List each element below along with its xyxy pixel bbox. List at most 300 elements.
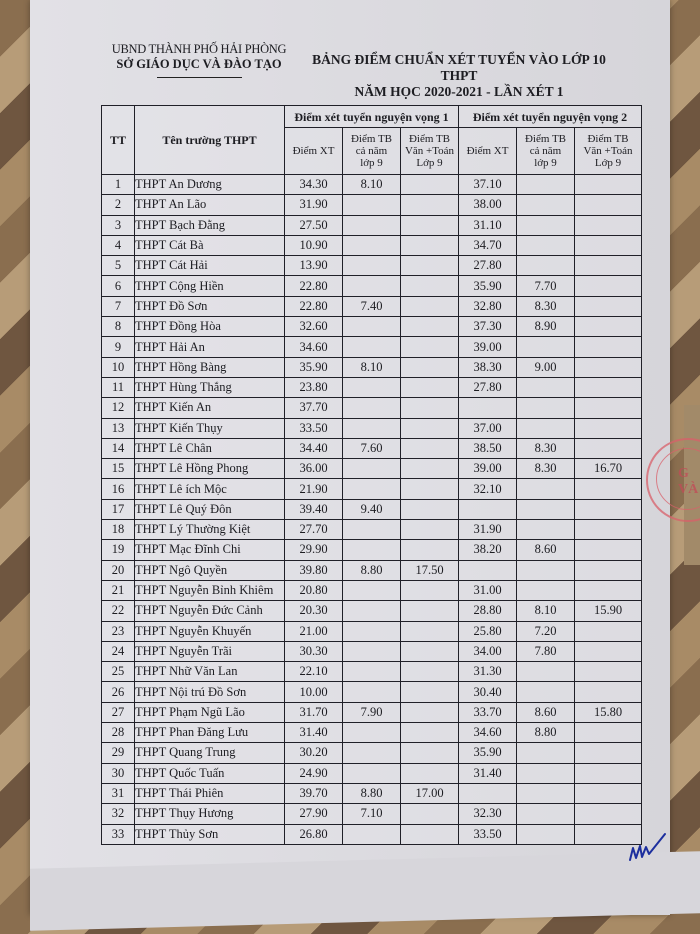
cell-nv1-tb (343, 317, 401, 337)
cell-name: THPT Thái Phiên (135, 783, 285, 803)
cell-nv1-vt (401, 580, 459, 600)
cell-tt: 4 (102, 235, 135, 255)
table-row (102, 743, 642, 763)
table-row (102, 418, 642, 438)
cell-nv1-xt: 31.90 (285, 195, 343, 215)
cell-tt: 27 (102, 702, 135, 722)
cell-nv1-xt: 31.70 (285, 702, 343, 722)
table-row (102, 256, 642, 276)
cell-tt: 2 (102, 195, 135, 215)
cell-nv2-vt (575, 398, 642, 418)
cell-nv2-tb (517, 804, 575, 824)
cell-nv2-tb: 8.60 (517, 540, 575, 560)
cell-nv2-vt: 15.80 (575, 702, 642, 722)
cell-nv2-vt (575, 418, 642, 438)
admission-scores-table (101, 105, 642, 845)
cell-nv2-vt (575, 763, 642, 783)
cell-nv2-vt (575, 296, 642, 316)
cell-nv1-vt (401, 296, 459, 316)
cell-nv1-tb (343, 459, 401, 479)
cell-name: THPT Đồ Sơn (135, 296, 285, 316)
cell-nv2-xt: 32.80 (459, 296, 517, 316)
cell-name: THPT Phan Đăng Lưu (135, 723, 285, 743)
cell-tt: 28 (102, 723, 135, 743)
cell-nv2-tb (517, 783, 575, 803)
table-row (102, 459, 642, 479)
cell-nv2-vt (575, 804, 642, 824)
cell-nv1-xt: 30.30 (285, 641, 343, 661)
cell-nv2-tb (517, 398, 575, 418)
cell-nv2-vt (575, 723, 642, 743)
cell-name: THPT Lý Thường Kiệt (135, 520, 285, 540)
cell-nv1-vt (401, 723, 459, 743)
cell-nv1-xt: 22.80 (285, 276, 343, 296)
cell-tt: 23 (102, 621, 135, 641)
cell-nv2-xt (459, 499, 517, 519)
cell-nv1-tb: 8.10 (343, 175, 401, 195)
cell-nv1-xt: 22.80 (285, 296, 343, 316)
cell-nv2-tb (517, 175, 575, 195)
cell-nv2-xt: 31.40 (459, 763, 517, 783)
cell-name: THPT Hải An (135, 337, 285, 357)
cell-nv1-tb (343, 682, 401, 702)
cell-nv1-xt: 26.80 (285, 824, 343, 844)
cell-nv2-xt: 39.00 (459, 459, 517, 479)
cell-nv2-tb: 8.30 (517, 459, 575, 479)
cell-nv2-tb: 8.30 (517, 296, 575, 316)
cell-nv1-xt: 27.70 (285, 520, 343, 540)
cell-nv2-vt (575, 337, 642, 357)
cell-nv2-xt: 39.00 (459, 337, 517, 357)
cell-nv2-tb (517, 580, 575, 600)
header-nv2-vt: Điểm TB Văn +Toán Lớp 9 (575, 128, 642, 175)
cell-nv2-xt (459, 398, 517, 418)
cell-nv1-xt: 23.80 (285, 377, 343, 397)
cell-tt: 32 (102, 804, 135, 824)
cell-nv2-vt (575, 235, 642, 255)
cell-name: THPT Lê Quý Đôn (135, 499, 285, 519)
cell-nv2-xt: 31.00 (459, 580, 517, 600)
table-row (102, 824, 642, 844)
org-line-1: UBND THÀNH PHỐ HẢI PHÒNG (111, 42, 287, 56)
table-row (102, 763, 642, 783)
cell-nv1-vt (401, 621, 459, 641)
cell-nv2-vt (575, 256, 642, 276)
title-line-1: BẢNG ĐIỂM CHUẨN XÉT TUYỂN VÀO LỚP 10 THPT (312, 52, 606, 83)
cell-name: THPT Nhữ Văn Lan (135, 662, 285, 682)
cell-nv1-tb (343, 723, 401, 743)
cell-nv2-tb: 8.90 (517, 317, 575, 337)
cell-nv1-tb (343, 520, 401, 540)
cell-nv2-vt (575, 195, 642, 215)
cell-nv1-vt (401, 641, 459, 661)
cell-nv2-tb (517, 256, 575, 276)
cell-nv1-vt (401, 743, 459, 763)
cell-tt: 21 (102, 580, 135, 600)
cell-nv1-xt: 21.00 (285, 621, 343, 641)
cell-nv1-vt (401, 804, 459, 824)
cell-name: THPT Ngô Quyền (135, 560, 285, 580)
cell-name: THPT Quang Trung (135, 743, 285, 763)
cell-tt: 1 (102, 175, 135, 195)
cell-tt: 11 (102, 377, 135, 397)
cell-nv1-xt: 20.30 (285, 601, 343, 621)
cell-nv2-tb: 8.10 (517, 601, 575, 621)
cell-nv2-xt: 37.30 (459, 317, 517, 337)
cell-nv1-vt (401, 195, 459, 215)
cell-nv2-vt (575, 520, 642, 540)
table-row (102, 175, 642, 195)
cell-nv2-vt (575, 641, 642, 661)
cell-nv1-xt: 21.90 (285, 479, 343, 499)
table-row (102, 195, 642, 215)
header-nv1-tb: Điểm TB cả năm lớp 9 (343, 128, 401, 175)
cell-nv2-tb (517, 479, 575, 499)
cell-nv2-tb: 8.30 (517, 438, 575, 458)
cell-nv1-tb (343, 763, 401, 783)
cell-nv2-vt (575, 682, 642, 702)
cell-name: THPT Cộng Hiền (135, 276, 285, 296)
cell-tt: 31 (102, 783, 135, 803)
header-nv1-group: Điểm xét tuyển nguyện vọng 1 (285, 106, 459, 128)
table-row (102, 723, 642, 743)
org-underline (157, 77, 242, 78)
cell-nv2-xt: 31.30 (459, 662, 517, 682)
cell-nv2-vt (575, 662, 642, 682)
cell-nv2-tb (517, 499, 575, 519)
cell-tt: 8 (102, 317, 135, 337)
cell-nv2-tb: 7.80 (517, 641, 575, 661)
cell-nv2-vt (575, 540, 642, 560)
cell-nv1-xt: 27.50 (285, 215, 343, 235)
cell-nv1-tb (343, 743, 401, 763)
cell-name: THPT Lê Hồng Phong (135, 459, 285, 479)
cell-nv1-tb (343, 580, 401, 600)
cell-tt: 12 (102, 398, 135, 418)
cell-name: THPT Đồng Hòa (135, 317, 285, 337)
table-row (102, 499, 642, 519)
cell-nv1-vt (401, 520, 459, 540)
cell-nv1-xt: 30.20 (285, 743, 343, 763)
cell-nv2-tb: 8.60 (517, 702, 575, 722)
cell-nv1-tb (343, 540, 401, 560)
cell-nv1-xt: 31.40 (285, 723, 343, 743)
cell-nv1-tb (343, 662, 401, 682)
cell-nv2-tb (517, 743, 575, 763)
cell-nv1-vt (401, 499, 459, 519)
cell-nv2-xt: 31.10 (459, 215, 517, 235)
cell-nv2-vt (575, 783, 642, 803)
cell-nv1-xt: 22.10 (285, 662, 343, 682)
cell-nv2-xt: 30.40 (459, 682, 517, 702)
cell-nv2-xt (459, 783, 517, 803)
cell-nv2-tb (517, 195, 575, 215)
cell-tt: 6 (102, 276, 135, 296)
cell-nv1-xt: 13.90 (285, 256, 343, 276)
cell-nv1-vt (401, 763, 459, 783)
cell-nv1-xt: 34.30 (285, 175, 343, 195)
cell-nv1-xt: 10.00 (285, 682, 343, 702)
cell-tt: 9 (102, 337, 135, 357)
cell-nv2-vt (575, 215, 642, 235)
cell-nv1-vt (401, 215, 459, 235)
table-row (102, 377, 642, 397)
cell-nv1-tb (343, 215, 401, 235)
cell-nv2-xt: 38.20 (459, 540, 517, 560)
cell-nv2-xt: 34.60 (459, 723, 517, 743)
cell-nv2-xt: 34.70 (459, 235, 517, 255)
cell-nv1-tb: 7.90 (343, 702, 401, 722)
cell-nv1-tb (343, 418, 401, 438)
cell-nv2-vt (575, 317, 642, 337)
cell-name: THPT Nguyễn Khuyến (135, 621, 285, 641)
table-body (102, 175, 642, 845)
cell-nv2-xt: 27.80 (459, 256, 517, 276)
cell-nv1-vt (401, 662, 459, 682)
cell-nv1-vt (401, 459, 459, 479)
cell-name: THPT Kiến An (135, 398, 285, 418)
cell-nv1-vt (401, 824, 459, 844)
cell-name: THPT Lê Chân (135, 438, 285, 458)
cell-nv1-vt (401, 317, 459, 337)
cell-nv2-tb (517, 337, 575, 357)
cell-nv1-xt: 34.40 (285, 438, 343, 458)
cell-nv2-tb (517, 682, 575, 702)
table-row (102, 438, 642, 458)
table-row (102, 337, 642, 357)
cell-nv1-tb (343, 621, 401, 641)
cell-tt: 10 (102, 357, 135, 377)
cell-nv2-tb: 8.80 (517, 723, 575, 743)
cell-nv2-tb (517, 520, 575, 540)
cell-nv2-vt (575, 621, 642, 641)
cell-nv2-tb (517, 418, 575, 438)
seal-text: G VÀ (678, 466, 699, 497)
cell-nv1-tb (343, 824, 401, 844)
cell-name: THPT Nguyễn Đức Cảnh (135, 601, 285, 621)
cell-nv2-xt: 38.30 (459, 357, 517, 377)
cell-tt: 3 (102, 215, 135, 235)
header-tt: TT (102, 106, 135, 175)
cell-nv1-vt (401, 276, 459, 296)
header-school-name: Tên trường THPT (135, 106, 285, 175)
table-row (102, 398, 642, 418)
table-row (102, 276, 642, 296)
document-title (294, 52, 624, 100)
cell-nv2-vt (575, 580, 642, 600)
cell-name: THPT Nội trú Đồ Sơn (135, 682, 285, 702)
cell-nv2-xt: 38.50 (459, 438, 517, 458)
cell-name: THPT Phạm Ngũ Lão (135, 702, 285, 722)
cell-nv2-xt: 33.50 (459, 824, 517, 844)
issuing-organization (104, 42, 294, 78)
cell-nv1-xt: 29.90 (285, 540, 343, 560)
cell-nv2-vt (575, 377, 642, 397)
cell-nv2-tb: 9.00 (517, 357, 575, 377)
cell-tt: 24 (102, 641, 135, 661)
cell-nv1-tb (343, 276, 401, 296)
table-row (102, 682, 642, 702)
cell-nv1-vt (401, 601, 459, 621)
cell-nv2-xt (459, 560, 517, 580)
cell-nv1-vt (401, 702, 459, 722)
cell-nv1-tb (343, 377, 401, 397)
cell-name: THPT Hùng Thắng (135, 377, 285, 397)
cell-nv1-tb: 9.40 (343, 499, 401, 519)
cell-nv2-xt: 28.80 (459, 601, 517, 621)
cell-tt: 5 (102, 256, 135, 276)
cell-nv1-tb: 7.10 (343, 804, 401, 824)
cell-nv2-vt (575, 499, 642, 519)
cell-nv2-vt (575, 357, 642, 377)
cell-nv1-vt (401, 398, 459, 418)
cell-nv2-tb (517, 560, 575, 580)
cell-nv2-vt (575, 175, 642, 195)
cell-nv2-vt: 16.70 (575, 459, 642, 479)
cell-nv1-tb: 7.40 (343, 296, 401, 316)
cell-nv1-xt: 34.60 (285, 337, 343, 357)
cell-tt: 14 (102, 438, 135, 458)
cell-nv2-tb: 7.70 (517, 276, 575, 296)
table-row (102, 296, 642, 316)
table-row (102, 621, 642, 641)
cell-name: THPT Thụy Hương (135, 804, 285, 824)
table-row (102, 520, 642, 540)
cell-nv2-tb (517, 377, 575, 397)
cell-nv2-vt (575, 560, 642, 580)
cell-nv1-vt (401, 377, 459, 397)
cell-name: THPT Nguyễn Trãi (135, 641, 285, 661)
cell-tt: 22 (102, 601, 135, 621)
cell-nv1-tb (343, 479, 401, 499)
cell-nv2-xt: 35.90 (459, 276, 517, 296)
cell-nv1-vt (401, 337, 459, 357)
cell-nv1-xt: 35.90 (285, 357, 343, 377)
cell-nv2-xt: 27.80 (459, 377, 517, 397)
cell-nv1-xt: 10.90 (285, 235, 343, 255)
cell-tt: 33 (102, 824, 135, 844)
cell-nv1-tb (343, 601, 401, 621)
cell-tt: 20 (102, 560, 135, 580)
cell-nv1-vt (401, 357, 459, 377)
cell-nv2-tb (517, 662, 575, 682)
cell-nv1-vt (401, 479, 459, 499)
cell-nv1-tb (343, 195, 401, 215)
cell-nv1-vt (401, 540, 459, 560)
cell-name: THPT Kiến Thụy (135, 418, 285, 438)
cell-tt: 25 (102, 662, 135, 682)
cell-nv1-vt (401, 418, 459, 438)
cell-nv2-xt: 32.30 (459, 804, 517, 824)
cell-tt: 7 (102, 296, 135, 316)
cell-nv1-xt: 27.90 (285, 804, 343, 824)
cell-nv2-xt: 32.10 (459, 479, 517, 499)
cell-name: THPT An Dương (135, 175, 285, 195)
table-row (102, 580, 642, 600)
cell-nv1-tb: 8.10 (343, 357, 401, 377)
cell-nv1-xt: 39.80 (285, 560, 343, 580)
cell-nv1-tb: 8.80 (343, 560, 401, 580)
cell-tt: 16 (102, 479, 135, 499)
cell-nv2-xt: 34.00 (459, 641, 517, 661)
cell-name: THPT Thủy Sơn (135, 824, 285, 844)
cell-name: THPT Cát Bà (135, 235, 285, 255)
cell-nv2-tb (517, 235, 575, 255)
cell-nv2-tb (517, 763, 575, 783)
cell-nv1-xt: 39.70 (285, 783, 343, 803)
cell-tt: 13 (102, 418, 135, 438)
table-row (102, 641, 642, 661)
signature-icon (627, 830, 667, 866)
cell-nv2-tb (517, 215, 575, 235)
cell-nv1-vt (401, 682, 459, 702)
cell-name: THPT Bạch Đằng (135, 215, 285, 235)
cell-nv2-vt (575, 479, 642, 499)
cell-nv2-vt: 15.90 (575, 601, 642, 621)
table-row (102, 479, 642, 499)
cell-tt: 26 (102, 682, 135, 702)
cell-nv1-tb: 8.80 (343, 783, 401, 803)
cell-nv1-vt (401, 256, 459, 276)
table-row (102, 601, 642, 621)
table-row (102, 235, 642, 255)
table-row (102, 560, 642, 580)
cell-nv2-vt (575, 438, 642, 458)
org-line-2: SỞ GIÁO DỤC VÀ ĐÀO TẠO (116, 57, 282, 71)
cell-nv1-xt: 24.90 (285, 763, 343, 783)
cell-nv1-vt (401, 235, 459, 255)
header-nv1-vt: Điểm TB Văn +Toán Lớp 9 (401, 128, 459, 175)
table-row (102, 804, 642, 824)
cell-nv2-xt: 25.80 (459, 621, 517, 641)
cell-tt: 17 (102, 499, 135, 519)
header-nv2-xt: Điểm XT (459, 128, 517, 175)
cell-tt: 19 (102, 540, 135, 560)
table-row (102, 215, 642, 235)
cell-nv1-vt (401, 175, 459, 195)
cell-nv1-tb (343, 337, 401, 357)
header-nv2-tb: Điểm TB cả năm lớp 9 (517, 128, 575, 175)
cell-name: THPT An Lão (135, 195, 285, 215)
cell-tt: 30 (102, 763, 135, 783)
cell-nv2-xt: 38.00 (459, 195, 517, 215)
cell-nv2-tb: 7.20 (517, 621, 575, 641)
cell-nv2-vt (575, 743, 642, 763)
cell-nv1-xt: 33.50 (285, 418, 343, 438)
cell-nv2-xt: 37.00 (459, 418, 517, 438)
cell-nv1-xt: 20.80 (285, 580, 343, 600)
cell-nv1-vt (401, 438, 459, 458)
cell-nv2-xt: 31.90 (459, 520, 517, 540)
cell-name: THPT Cát Hải (135, 256, 285, 276)
cell-name: THPT Lê ích Mộc (135, 479, 285, 499)
header-nv1-xt: Điểm XT (285, 128, 343, 175)
table-row (102, 662, 642, 682)
cell-nv2-vt (575, 276, 642, 296)
cell-nv1-xt: 32.60 (285, 317, 343, 337)
cell-nv1-tb: 7.60 (343, 438, 401, 458)
cell-nv1-xt: 39.40 (285, 499, 343, 519)
title-line-2: NĂM HỌC 2020-2021 - LẦN XÉT 1 (354, 84, 564, 99)
cell-tt: 29 (102, 743, 135, 763)
cell-name: THPT Mạc Đĩnh Chi (135, 540, 285, 560)
table-row (102, 357, 642, 377)
cell-tt: 15 (102, 459, 135, 479)
cell-name: THPT Hồng Bàng (135, 357, 285, 377)
cell-nv1-vt: 17.50 (401, 560, 459, 580)
cell-nv1-tb (343, 235, 401, 255)
cell-nv2-xt: 37.10 (459, 175, 517, 195)
